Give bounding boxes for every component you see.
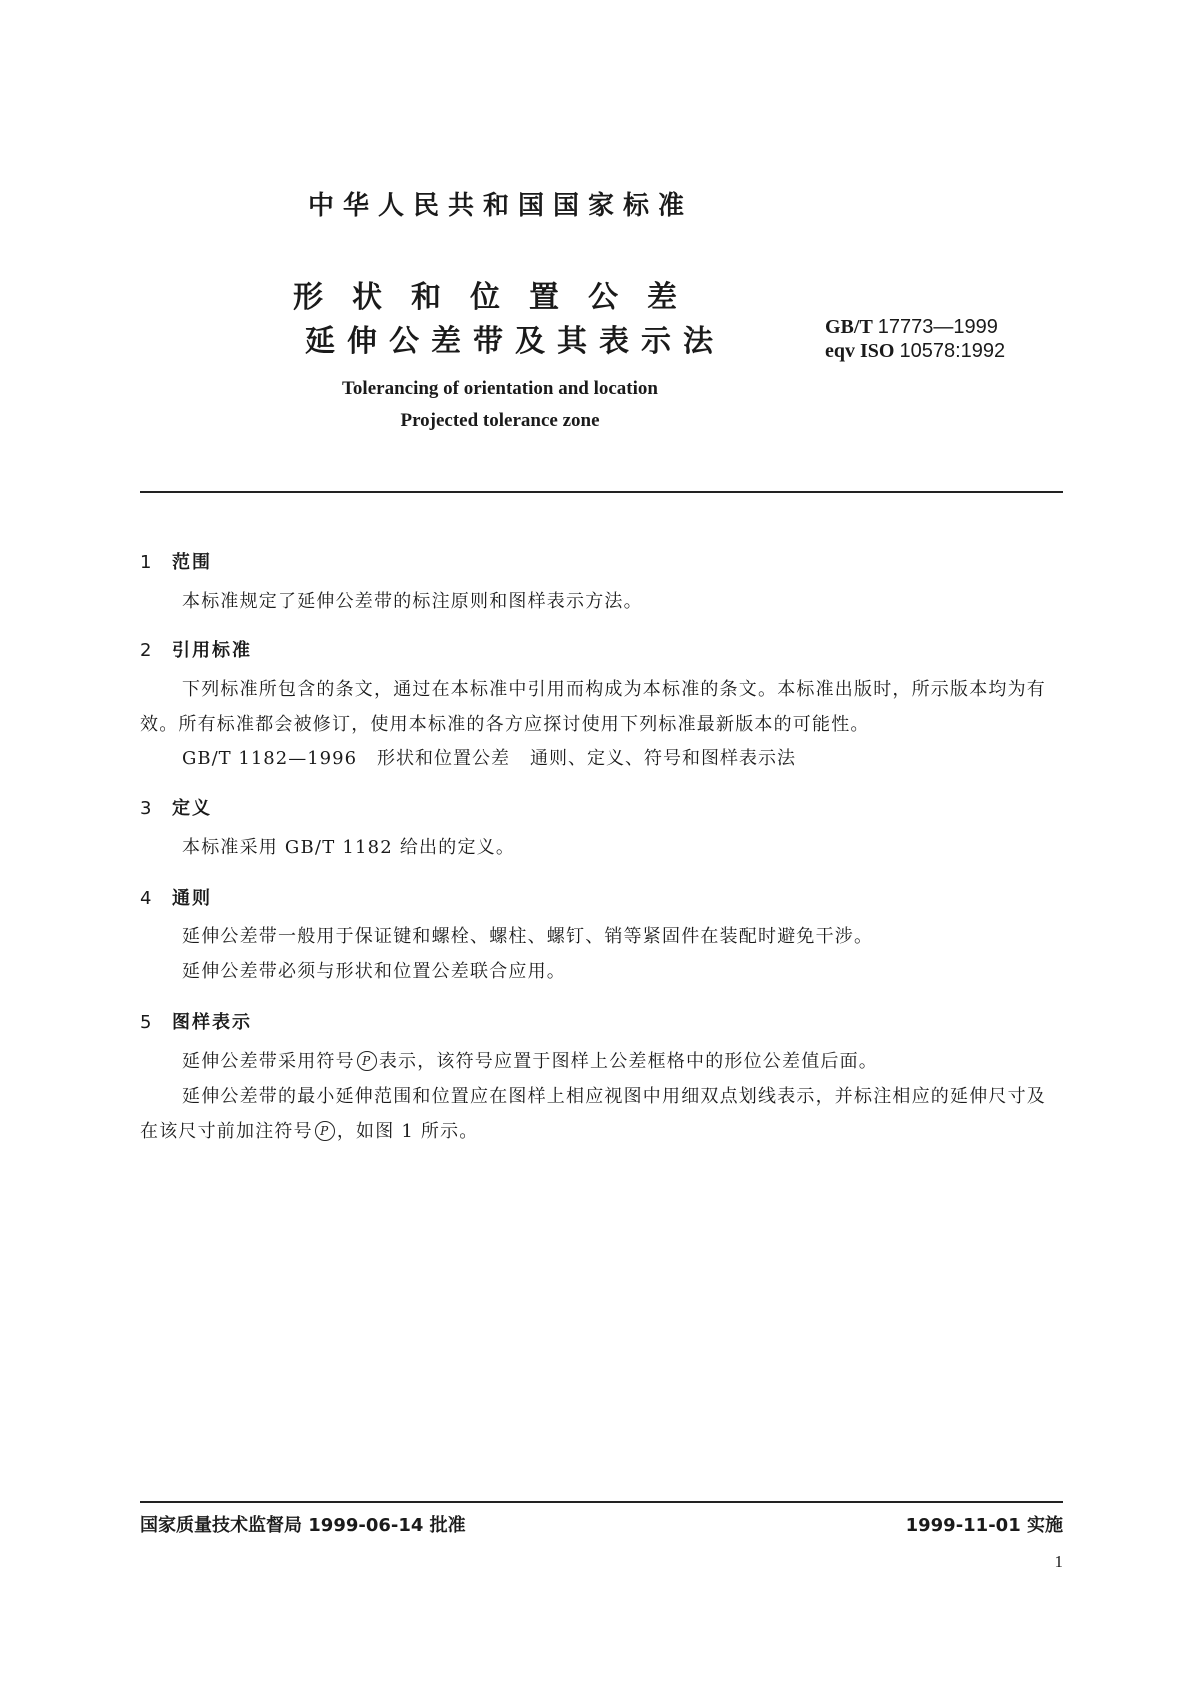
section-4-heading xyxy=(140,884,212,910)
implementation-date: 1999-11-01 实施 xyxy=(905,1515,1063,1536)
section-title: 定义 xyxy=(172,798,212,819)
code-prefix: GB/T xyxy=(825,316,873,338)
reference-title-part1: 形状和位置公差 xyxy=(377,748,511,769)
header-divider xyxy=(140,491,1063,493)
section-3-paragraph: 本标准采用 GB/T 1182 给出的定义。 xyxy=(182,837,516,858)
section-1-paragraph: 本标准规定了延伸公差带的标注原则和图样表示方法。 xyxy=(182,591,643,612)
section-number: 4 xyxy=(140,888,152,909)
section-3-heading xyxy=(140,794,212,820)
reference-title-part2: 通则、定义、符号和图样表示法 xyxy=(530,748,797,769)
reference-code: GB/T 1182—1996 xyxy=(182,748,358,769)
footer-divider xyxy=(140,1501,1063,1503)
standard-code-block xyxy=(825,315,1005,363)
title-cn-line2: 延伸公差带及其表示法 xyxy=(305,324,725,359)
referenced-standard xyxy=(182,744,816,770)
section-number: 2 xyxy=(140,640,152,661)
eqv-number: 10578:1992 xyxy=(899,340,1006,362)
title-en-line1: Tolerancing of orientation and location xyxy=(342,378,658,399)
section-title: 通则 xyxy=(172,888,212,909)
section-title: 图样表示 xyxy=(172,1012,252,1033)
section-number: 3 xyxy=(140,798,152,819)
section-number: 5 xyxy=(140,1012,152,1033)
section-5-heading xyxy=(140,1008,252,1034)
text-run: 延伸公差带采用符号 xyxy=(182,1051,355,1072)
section-title: 范围 xyxy=(172,552,212,573)
title-en-line2: Projected tolerance zone xyxy=(400,410,600,431)
projected-tolerance-symbol-icon: P xyxy=(315,1121,335,1141)
title-cn-line1: 形状和位置公差 xyxy=(293,280,706,315)
section-5-paragraph-2 xyxy=(140,1079,1063,1149)
section-2-paragraph: 下列标准所包含的条文，通过在本标准中引用而构成为本标准的条文。本标准出版时，所示版本均为有效。所有标准都会被修订，使用本标准的各方应探讨使用下列标准最新版本的可能性。 xyxy=(140,679,1046,735)
equivalent-standard xyxy=(825,339,1005,363)
text-run: ，如图 1 所示。 xyxy=(336,1121,479,1142)
section-2-heading xyxy=(140,636,252,662)
text-run: 表示，该符号应置于图样上公差框格中的形位公差值后面。 xyxy=(378,1051,879,1072)
eqv-prefix: eqv ISO xyxy=(825,340,895,362)
section-4-paragraph-1: 延伸公差带一般用于保证键和螺栓、螺柱、螺钉、销等紧固件在装配时避免干涉。 xyxy=(182,926,874,947)
approval-line: 国家质量技术监督局 1999-06-14 批准 xyxy=(140,1515,466,1536)
code-number: 17773—1999 xyxy=(877,316,998,338)
section-1-heading xyxy=(140,548,212,574)
page-number: 1 xyxy=(1054,1552,1063,1571)
text-run: 延伸公差带的最小延伸范围和位置应在图样上相应视图中用细双点划线表示，并标注相应的延伸尺寸及在该尺寸前加注符号 xyxy=(140,1086,1046,1142)
section-number: 1 xyxy=(140,552,152,573)
section-5-paragraph-1 xyxy=(140,1044,1063,1079)
section-title: 引用标准 xyxy=(172,640,252,661)
section-4-paragraph-2: 延伸公差带必须与形状和位置公差联合应用。 xyxy=(182,961,566,982)
projected-tolerance-symbol-icon: P xyxy=(357,1051,377,1071)
standard-code xyxy=(825,315,1005,339)
national-standard-heading: 中华人民共和国国家标准 xyxy=(307,191,693,221)
